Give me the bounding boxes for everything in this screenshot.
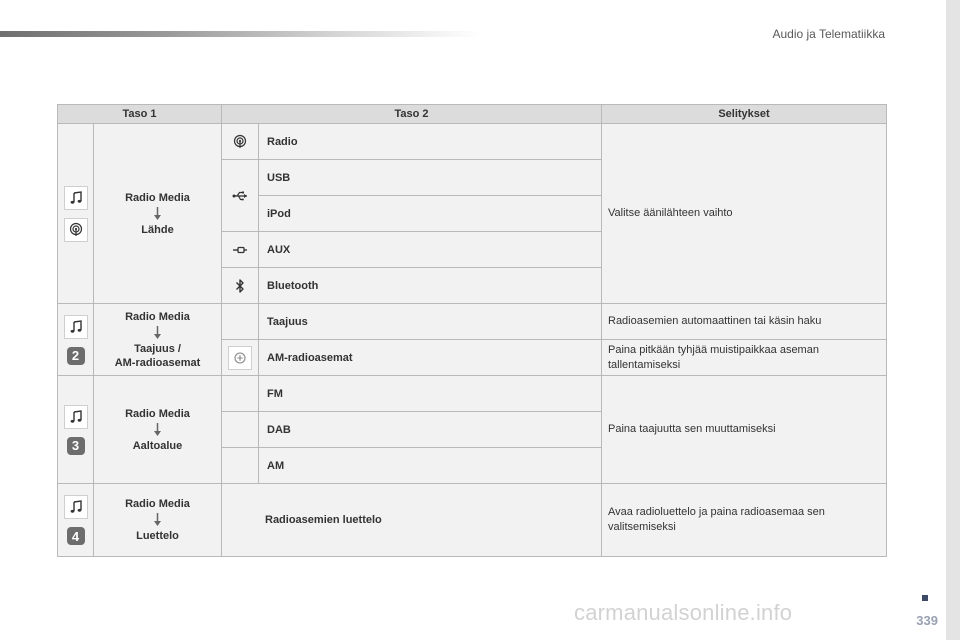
level1-cell bbox=[94, 124, 222, 304]
usb-icon bbox=[222, 160, 259, 232]
level1-main-label: Radio Media bbox=[125, 310, 190, 323]
add-station-icon bbox=[228, 346, 252, 370]
step-number-badge: 4 bbox=[67, 527, 85, 545]
table-row bbox=[58, 124, 887, 160]
radio-item-icon bbox=[222, 124, 259, 160]
page-marker bbox=[922, 595, 928, 601]
level2-label: AM-radioasemat bbox=[259, 340, 602, 376]
arrow-down-icon bbox=[153, 207, 162, 221]
arrow-down-icon bbox=[153, 423, 162, 437]
level1-sub-label: Lähde bbox=[141, 223, 174, 236]
page-number: 339 bbox=[916, 613, 938, 628]
level1-cell bbox=[94, 484, 222, 557]
column-header-level2: Taso 2 bbox=[222, 105, 602, 124]
level1-icons bbox=[58, 484, 94, 557]
level2-label: iPod bbox=[259, 196, 602, 232]
level2-label: DAB bbox=[259, 412, 602, 448]
step-number-badge: 2 bbox=[67, 347, 85, 365]
level2-label: USB bbox=[259, 160, 602, 196]
table-header-row bbox=[58, 105, 887, 124]
aux-jack-icon bbox=[222, 232, 259, 268]
arrow-down-icon bbox=[153, 513, 162, 527]
level1-main-label: Radio Media bbox=[125, 498, 190, 510]
level1-main-label: Radio Media bbox=[125, 191, 190, 204]
table-row bbox=[58, 304, 887, 340]
empty-icon-cell bbox=[222, 376, 259, 412]
level2-label: AM bbox=[259, 448, 602, 484]
level1-sub-label: Aaltoalue bbox=[132, 439, 183, 452]
level1-icons bbox=[58, 124, 94, 304]
level2-label: AUX bbox=[259, 232, 602, 268]
level1-sub-label: Taajuus / bbox=[134, 342, 181, 355]
page-edge-strip bbox=[946, 0, 960, 640]
level1-main-label: Radio Media bbox=[125, 407, 190, 420]
table-row bbox=[58, 484, 887, 557]
level2-label: Taajuus bbox=[259, 304, 602, 340]
bluetooth-icon bbox=[222, 268, 259, 304]
music-note-icon bbox=[64, 495, 88, 519]
level2-label: Radio bbox=[259, 124, 602, 160]
description: Avaa radioluettelo ja paina radioasemaa sen valitsemiseksi bbox=[602, 484, 887, 557]
menu-table bbox=[57, 104, 887, 557]
level1-icons bbox=[58, 304, 94, 376]
radio-icon bbox=[64, 218, 88, 242]
level1-cell bbox=[94, 304, 222, 376]
add-station-icon-cell bbox=[222, 340, 259, 376]
empty-icon-cell bbox=[222, 448, 259, 484]
table-row bbox=[58, 376, 887, 412]
column-header-descriptions: Selitykset bbox=[602, 105, 887, 124]
watermark: carmanualsonline.info bbox=[574, 600, 793, 625]
description: Paina taajuutta sen muuttamiseksi bbox=[602, 376, 887, 484]
music-note-icon bbox=[64, 405, 88, 429]
level1-cell bbox=[94, 376, 222, 484]
section-title: Audio ja Telematiikka bbox=[772, 27, 885, 41]
level2-label: Radioasemien luettelo bbox=[222, 484, 602, 557]
music-note-icon bbox=[64, 315, 88, 339]
level2-label: FM bbox=[259, 376, 602, 412]
header-gradient-bar bbox=[0, 31, 480, 37]
empty-icon-cell bbox=[222, 412, 259, 448]
empty-icon-cell bbox=[222, 304, 259, 340]
column-header-level1: Taso 1 bbox=[58, 105, 222, 124]
level1-sub-label: Luettelo bbox=[136, 530, 179, 542]
step-number-badge: 3 bbox=[67, 437, 85, 455]
description: Paina pitkään tyhjää muistipaikkaa aseman tallentamiseksi bbox=[602, 340, 887, 376]
arrow-down-icon bbox=[153, 326, 162, 340]
description: Valitse äänilähteen vaihto bbox=[602, 124, 887, 304]
level1-icons bbox=[58, 376, 94, 484]
music-note-icon bbox=[64, 186, 88, 210]
level2-label: Bluetooth bbox=[259, 268, 602, 304]
level1-sub-label: AM-radioasemat bbox=[114, 356, 201, 369]
description: Radioasemien automaattinen tai käsin haku bbox=[602, 304, 887, 340]
